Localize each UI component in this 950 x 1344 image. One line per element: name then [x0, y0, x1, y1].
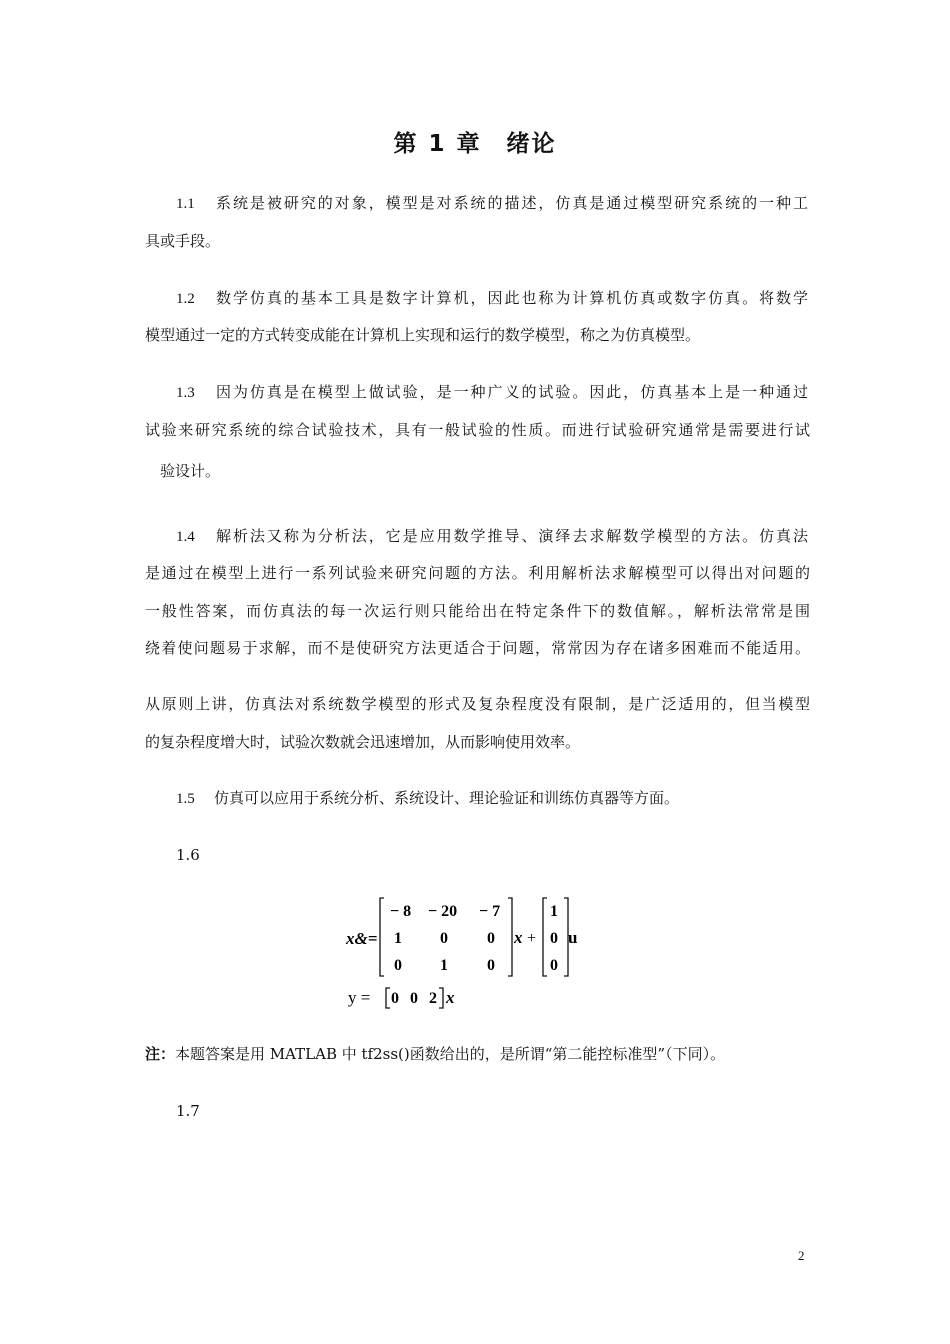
page-number: 2 [798, 1248, 805, 1263]
matrix-a-right-bracket [508, 898, 512, 976]
b-2: 0 [550, 930, 558, 947]
section-1-4-line-1: 1.4 解析法又称为分析法，它是应用数学推导、演绎去求解数学模型的方法。仿真法 [176, 527, 808, 545]
matrix-c-right-bracket [439, 988, 443, 1008]
a-31: 0 [394, 957, 402, 974]
section-1-3-line-3: 验设计。 [160, 462, 221, 480]
b-3: 0 [550, 957, 558, 974]
section-1-5: 1.5 仿真可以应用于系统分析、系统设计、理论验证和训练仿真器等方面。 [176, 789, 680, 807]
note-label: 注： [145, 1045, 176, 1063]
section-1-7-number: 1.7 [176, 1102, 200, 1120]
x-vector-output: x [446, 988, 455, 1007]
chapter-title: 第 1 章 绪论 [393, 131, 557, 157]
a-21: 1 [394, 930, 402, 947]
state-space-equation [340, 892, 600, 1012]
plus-sign: + [527, 930, 537, 947]
a-23: 0 [487, 930, 495, 947]
section-1-3-line-2: 试验来研究系统的综合试验技术，具有一般试验的性质。而进行试验研究通常是需要进行试 [145, 421, 810, 439]
c-2: 0 [410, 990, 418, 1007]
section-1-1-line-1: 1.1 系统是被研究的对象，模型是对系统的描述，仿真是通过模型研究系统的一种工 [176, 194, 808, 212]
section-1-4-line-6: 的复杂程度增大时，试验次数就会迅速增加，从而影响使用效率。 [145, 733, 581, 751]
a-11: − 8 [390, 903, 412, 920]
a-12: − 20 [428, 903, 458, 920]
c-3: 2 [429, 990, 437, 1007]
c-1: 0 [391, 990, 399, 1007]
a-32: 1 [440, 957, 448, 974]
section-1-4-line-3: 一般性答案，而仿真法的每一次运行则只能给出在特定条件下的数值解。，解析法常常是围 [145, 602, 810, 620]
lhs-xdot: x&= [346, 929, 378, 948]
a-33: 0 [487, 957, 495, 974]
section-1-4-line-2: 是通过在模型上进行一系列试验来研究问题的方法。利用解析法求解模型可以得出对问题的 [145, 564, 810, 582]
note [145, 1044, 825, 1064]
u-input: u [568, 928, 578, 947]
matrix-c-left-bracket [386, 988, 390, 1008]
section-1-4-line-4: 绕着使问题易于求解，而不是使研究方法更适合于问题，常常因为存在诸多困难而不能适用。 [145, 639, 810, 657]
a-13: − 7 [479, 903, 501, 920]
a-22: 0 [440, 930, 448, 947]
section-1-1-line-2: 具或手段。 [145, 232, 221, 250]
b-1: 1 [550, 903, 558, 920]
x-vector: x [514, 928, 523, 947]
section-1-4-line-5: 从原则上讲，仿真法对系统数学模型的形式及复杂程度没有限制，是广泛适用的，但当模型 [145, 695, 810, 713]
note-text: 本题答案是用 MATLAB 中 tf2ss()函数给出的，是所谓“第二能控标准型”（下同）。 [175, 1045, 726, 1063]
section-1-3-line-1: 1.3 因为仿真是在模型上做试验，是一种广义的试验。因此，仿真基本上是一种通过 [176, 383, 808, 401]
section-1-2-line-2: 模型通过一定的方式转变成能在计算机上实现和运行的数学模型，称之为仿真模型。 [145, 326, 701, 344]
y-equals: y = [348, 988, 371, 1007]
matrix-b-left-bracket [543, 898, 547, 976]
matrix-a-left-bracket [380, 898, 384, 976]
section-1-2-line-1: 1.2 数学仿真的基本工具是数字计算机，因此也称为计算机仿真或数字仿真。将数学 [176, 289, 808, 307]
section-1-6-number: 1.6 [176, 846, 200, 864]
